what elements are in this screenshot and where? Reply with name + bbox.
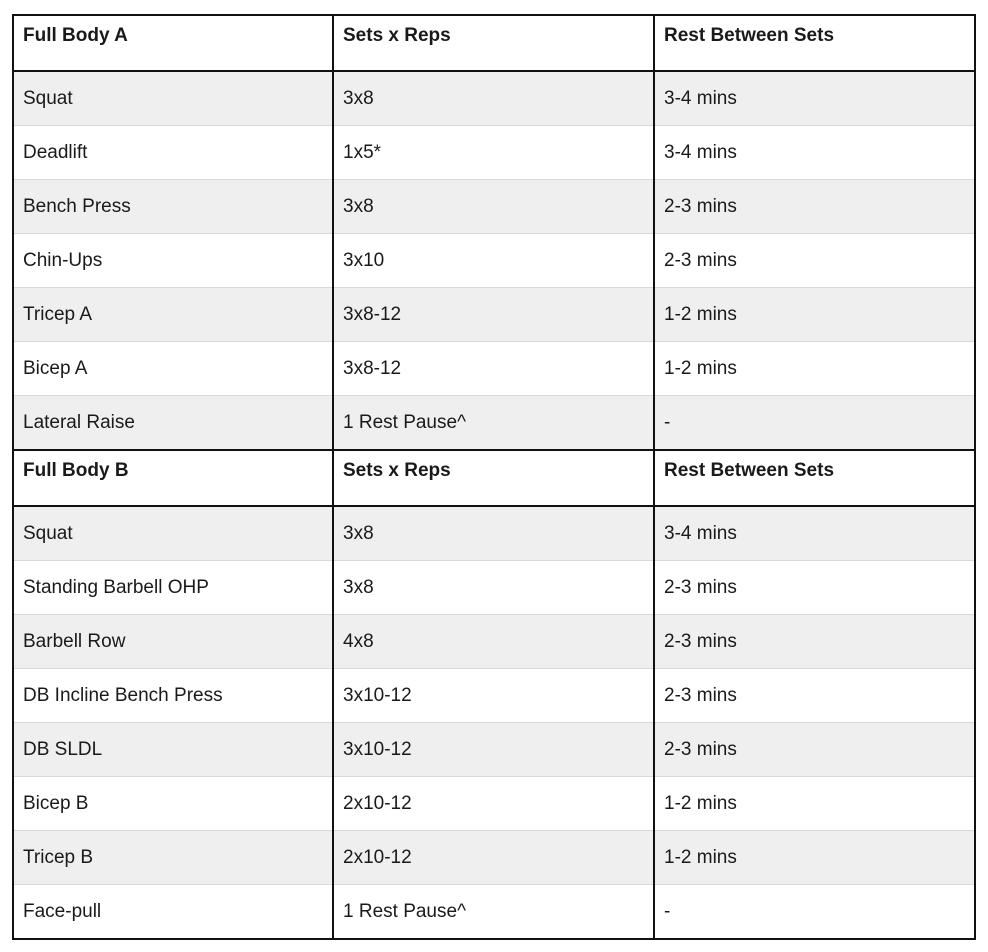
cell-sets-reps: 3x8 bbox=[333, 561, 654, 615]
table-row bbox=[13, 342, 975, 396]
cell-sets-reps: 2x10-12 bbox=[333, 777, 654, 831]
header-cell-sets-reps: Sets x Reps bbox=[333, 15, 654, 71]
table-row bbox=[13, 180, 975, 234]
header-cell-rest: Rest Between Sets bbox=[654, 15, 975, 71]
header-cell-exercise: Full Body A bbox=[13, 15, 333, 71]
cell-rest: 2-3 mins bbox=[654, 234, 975, 288]
cell-sets-reps: 3x8 bbox=[333, 506, 654, 561]
cell-exercise: Bicep B bbox=[13, 777, 333, 831]
table-row bbox=[13, 288, 975, 342]
cell-exercise: Squat bbox=[13, 506, 333, 561]
table-row bbox=[13, 396, 975, 451]
table-row bbox=[13, 885, 975, 940]
cell-sets-reps: 1 Rest Pause^ bbox=[333, 396, 654, 451]
cell-sets-reps: 3x8-12 bbox=[333, 288, 654, 342]
table-row bbox=[13, 126, 975, 180]
cell-rest: 1-2 mins bbox=[654, 831, 975, 885]
cell-rest: 3-4 mins bbox=[654, 71, 975, 126]
cell-sets-reps: 4x8 bbox=[333, 615, 654, 669]
cell-rest: - bbox=[654, 396, 975, 451]
header-cell-exercise: Full Body B bbox=[13, 450, 333, 506]
cell-exercise: DB Incline Bench Press bbox=[13, 669, 333, 723]
section-header-row bbox=[13, 15, 975, 71]
cell-rest: 2-3 mins bbox=[654, 180, 975, 234]
cell-sets-reps: 1x5* bbox=[333, 126, 654, 180]
cell-exercise: Lateral Raise bbox=[13, 396, 333, 451]
cell-sets-reps: 3x8 bbox=[333, 180, 654, 234]
cell-exercise: Barbell Row bbox=[13, 615, 333, 669]
table-row bbox=[13, 831, 975, 885]
table-row bbox=[13, 71, 975, 126]
table-row bbox=[13, 723, 975, 777]
cell-rest: 2-3 mins bbox=[654, 615, 975, 669]
workout-table-body bbox=[13, 15, 975, 939]
workout-table bbox=[12, 14, 976, 940]
cell-exercise: Deadlift bbox=[13, 126, 333, 180]
cell-rest: 2-3 mins bbox=[654, 723, 975, 777]
cell-exercise: Bench Press bbox=[13, 180, 333, 234]
cell-rest: 3-4 mins bbox=[654, 126, 975, 180]
cell-exercise: DB SLDL bbox=[13, 723, 333, 777]
cell-exercise: Tricep A bbox=[13, 288, 333, 342]
cell-sets-reps: 3x10-12 bbox=[333, 723, 654, 777]
cell-rest: 2-3 mins bbox=[654, 561, 975, 615]
cell-exercise: Face-pull bbox=[13, 885, 333, 940]
cell-rest: 1-2 mins bbox=[654, 288, 975, 342]
header-cell-rest: Rest Between Sets bbox=[654, 450, 975, 506]
cell-exercise: Squat bbox=[13, 71, 333, 126]
cell-rest: 1-2 mins bbox=[654, 342, 975, 396]
cell-sets-reps: 3x10-12 bbox=[333, 669, 654, 723]
table-row bbox=[13, 777, 975, 831]
table-row bbox=[13, 615, 975, 669]
cell-exercise: Bicep A bbox=[13, 342, 333, 396]
table-row bbox=[13, 506, 975, 561]
cell-rest: 1-2 mins bbox=[654, 777, 975, 831]
table-row bbox=[13, 561, 975, 615]
cell-sets-reps: 3x8 bbox=[333, 71, 654, 126]
cell-rest: 2-3 mins bbox=[654, 669, 975, 723]
cell-sets-reps: 3x10 bbox=[333, 234, 654, 288]
cell-sets-reps: 3x8-12 bbox=[333, 342, 654, 396]
table-row bbox=[13, 234, 975, 288]
cell-rest: 3-4 mins bbox=[654, 506, 975, 561]
cell-exercise: Chin-Ups bbox=[13, 234, 333, 288]
cell-sets-reps: 1 Rest Pause^ bbox=[333, 885, 654, 940]
section-header-row bbox=[13, 450, 975, 506]
header-cell-sets-reps: Sets x Reps bbox=[333, 450, 654, 506]
table-row bbox=[13, 669, 975, 723]
cell-exercise: Tricep B bbox=[13, 831, 333, 885]
cell-sets-reps: 2x10-12 bbox=[333, 831, 654, 885]
cell-exercise: Standing Barbell OHP bbox=[13, 561, 333, 615]
cell-rest: - bbox=[654, 885, 975, 940]
